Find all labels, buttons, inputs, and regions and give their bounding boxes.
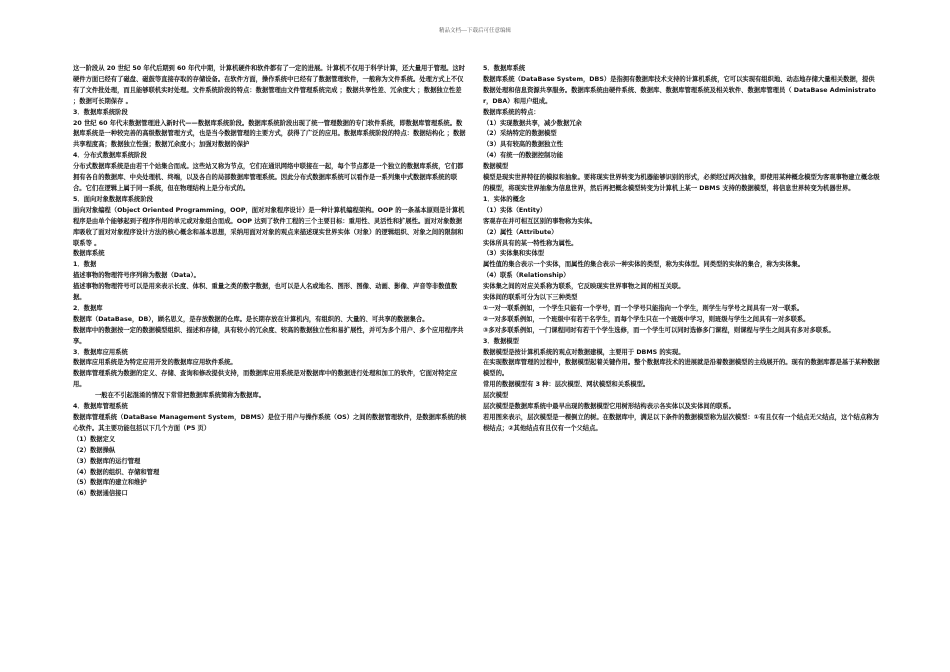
section-heading: 数据模型 [483, 163, 509, 171]
subheading: 层次模型 [483, 392, 509, 400]
list-item: （1）数据定义 [73, 435, 116, 443]
paragraph: 数据库管理系统为数据的定义、存储、查询和修改提供支持，而数据库应用系统是对数据库中的数据进行处理和加工的软件，它面对特定应用。 [73, 370, 458, 389]
list-item: （5）数据库的建立和维护 [73, 479, 147, 487]
paragraph: 数据库系统（DataBase System，DBS）是指拥有数据库技术支持的计算机系统，它可以实现有组织地、动态地存储大量相关数据，提供数据处理和信息资源共享服务。数据库系统由硬件系统、数据库、数据库管理系统及相关软件、数据库管理员（ DataBase Administrator，DBA）和用户组成。 [483, 75, 876, 105]
subheading: （1）实体（Entity） [483, 206, 547, 214]
section-heading: 3．数据库系统阶段 [73, 108, 128, 116]
paragraph: 数据库系统的特点： [483, 108, 540, 116]
subheading: （4）联系（Relationship） [483, 272, 570, 280]
paragraph: 数据库管理系统（DataBase Management System，DBMS）是位于用户与操作系统（OS）之间的数据管理软件，是数据库系统的核心软件。其主要功能包括以下几个方面（P5 页） [73, 414, 467, 432]
subheading: （3）实体集和实体型 [483, 250, 545, 258]
list-item: （6）数据通信接口 [73, 490, 128, 498]
list-item: （4）数据的组织、存储和管理 [73, 468, 160, 476]
paragraph: 实体所具有的某一特性称为属性。 [483, 239, 578, 247]
paragraph: 模型是现实世界特征的模拟和抽象。要将现实世界转变为机器能够识别的形式，必须经过两次抽象，即使用某种概念模型为客观事物建立概念级的模型，将现实世界抽象为信息世界，然后再把概念模型转变为计算机上某一 DBMS 支持的数据模型，将信息世界转变为机器世界。 [483, 174, 880, 192]
paragraph: 数据库中的数据按一定的数据模型组织、描述和存储，具有较小的冗余度、较高的数据独立性和易扩展性，并可为多个用户、多个应用程序共享。 [73, 326, 464, 345]
paragraph: 这一阶段从 20 世纪 50 年代后期到 60 年代中期，计算机硬件和软件都有了一定的进展。计算机不仅用于科学计算，还大量用于管理。这时硬件方面已经有了磁盘、磁鼓等直接存取的存储设备。在软件方面，操作系统中已经有了数据管理软件，一般称为文件系统。处理方式上不仅有了文件批处理，而且能够联机实时处理。文件系统阶段的特点：数据管理由文件管理系统完成 ；数据共享性差、冗余度大 ；数据独立性差 ；数据可长期保存 。 [73, 65, 466, 105]
paragraph: 属性值的集合表示一个实体，而属性的集合表示一种实体的类型，称为实体型。同类型的实体的集合，称为实体集。 [483, 261, 805, 269]
right-column [483, 64, 880, 435]
list-item: （3）数据库的运行管理 [73, 457, 141, 465]
section-heading: 2．数据库 [73, 304, 103, 312]
paragraph: 若用图来表示，层次模型是一棵倒立的树。在数据库中，满足以下条件的数据模型称为层次模型：①有且仅有一个结点无父结点，这个结点称为根结点；②其他结点有且仅有一个父结点。 [483, 414, 879, 432]
paragraph: 实体集之间的对应关系称为联系，它反映现实世界事物之间的相互关联。 [483, 283, 685, 291]
section-heading: 3．数据库应用系统 [73, 348, 128, 356]
paragraph: 数据模型是按计算机系统的观点对数据建模，主要用于 DBMS 的实现。 [483, 348, 685, 356]
list-item: （4）有统一的数据控制功能 [483, 152, 563, 160]
subheading: （2）属性（Attribute） [483, 228, 558, 236]
left-column [73, 64, 468, 500]
section-heading: 5．面向对象数据库系统阶段 [73, 195, 153, 203]
paragraph: 层次模型是数据库系统中最早出现的数据模型它用树形结构表示各实体以及实体间的联系。 [483, 403, 735, 411]
list-item: ①一对一联系例如，一个学生只能有一个学号，而一个学号只能指向一个学生，则学生与学号之间具有一对一联系。 [483, 304, 804, 312]
list-item: （1）实现数据共享，减少数据冗余 [483, 119, 582, 127]
paragraph: 常用的数据模型有 3 种：层次模型、网状模型和关系模型。 [483, 381, 650, 389]
section-heading: 1．实体的概念 [483, 195, 526, 203]
paragraph: 面向对象编程（Object Oriented Programming，OOP，面对对象程序设计）是一种计算机编程架构。OOP 的一条基本原则是计算机程序是由单个能够起到子程序作用的单元或对象组合而成。OOP 达到了软件工程的三个主要目标：重用性、灵活性和扩展性。面对对象数据库吸收了面对对象程序设计方法的核心概念和基本思想，采纳用面对对象的观点来描述现实世界实体（对象）的逻辑组织、对象之间的限制和联系等 。 [73, 206, 465, 247]
paragraph: 一般在不引起混淆的情况下常常把数据库系统简称为数据库。 [95, 392, 266, 400]
list-item: （2）数据操纵 [73, 446, 116, 454]
section-heading: 5．数据库系统 [483, 65, 526, 72]
paragraph: 数据库应用系统是为特定应用开发的数据库应用软件系统。 [73, 359, 237, 367]
list-item: （2）采纳特定的数据模型 [483, 130, 557, 138]
paragraph: 数据库（DataBase，DB），顾名思义，是存放数据的仓库。是长期存放在计算机内，有组织的、大量的、可共享的数据集合。 [73, 315, 429, 323]
paragraph: 描述事物的物理符号可以是用来表示长度、体积、重量之类的数字数据，也可以是人名或地名、图形、图像、动画、影像、声音等非数值数据。 [73, 283, 458, 302]
paragraph: 20 世纪 60 年代末数据管理进入新时代——数据库系统阶段。数据库系统阶段出现了统一管理数据的专门软件系统，即数据库管理系统。数据库系统是一种较完善的高级数据管理方式，也是当今数据管理的主要方式，获得了广泛的应用。数据库系统阶段的特点：数据结构化 ；数据共享程度高；数据独立性强；数据冗余度小；加强对数据的保护 [73, 119, 466, 149]
paragraph: 客观存在并可相互区别的事物称为实体。 [483, 217, 597, 225]
page-header: 精品文档---下载后可任意编辑 [439, 28, 511, 34]
list-item: ②一对多联系例如，一个班级中有若干名学生，而每个学生只在一个班级中学习，则班级与学生之间具有一对多联系。 [483, 315, 810, 323]
paragraph: 实体间的联系可分为以下三种类型 [483, 294, 578, 302]
section-heading: 1．数据 [73, 261, 97, 269]
list-item: （3）具有较高的数据独立性 [483, 141, 563, 149]
section-heading: 4．分布式数据库系统阶段 [73, 152, 147, 160]
list-item: ③多对多联系例如，一门课程同时有若干个学生选修，而一个学生可以同时选修多门课程，则课程与学生之间具有多对多联系。 [483, 326, 835, 334]
paragraph: 在实现数据库管理的过程中，数据模型起着关键作用。整个数据库技术的进展就是沿着数据模型的主线展开的。现有的数据库都是基于某种数据模型的。 [483, 359, 880, 378]
paragraph: 描述事物的物理符号序列称为数据（Data）。 [73, 272, 200, 280]
section-heading: 数据库系统 [73, 250, 105, 258]
section-heading: 3．数据模型 [483, 337, 519, 345]
paragraph: 分布式数据库系统是由若干个站集合而成。这些站又称为节点，它们在通讯网络中联接在一起，每个节点都是一个独立的数据库系统，它们都拥有各自的数据库、中央处理机、终端，以及各自的局部数据库管理系统。因此分布式数据库系统可以看作是一系列集中式数据库系统的联合。它们在逻辑上属于同一系统，但在物理结构上是分布式的。 [73, 163, 464, 192]
section-heading: 4．数据库管理系统 [73, 403, 128, 411]
